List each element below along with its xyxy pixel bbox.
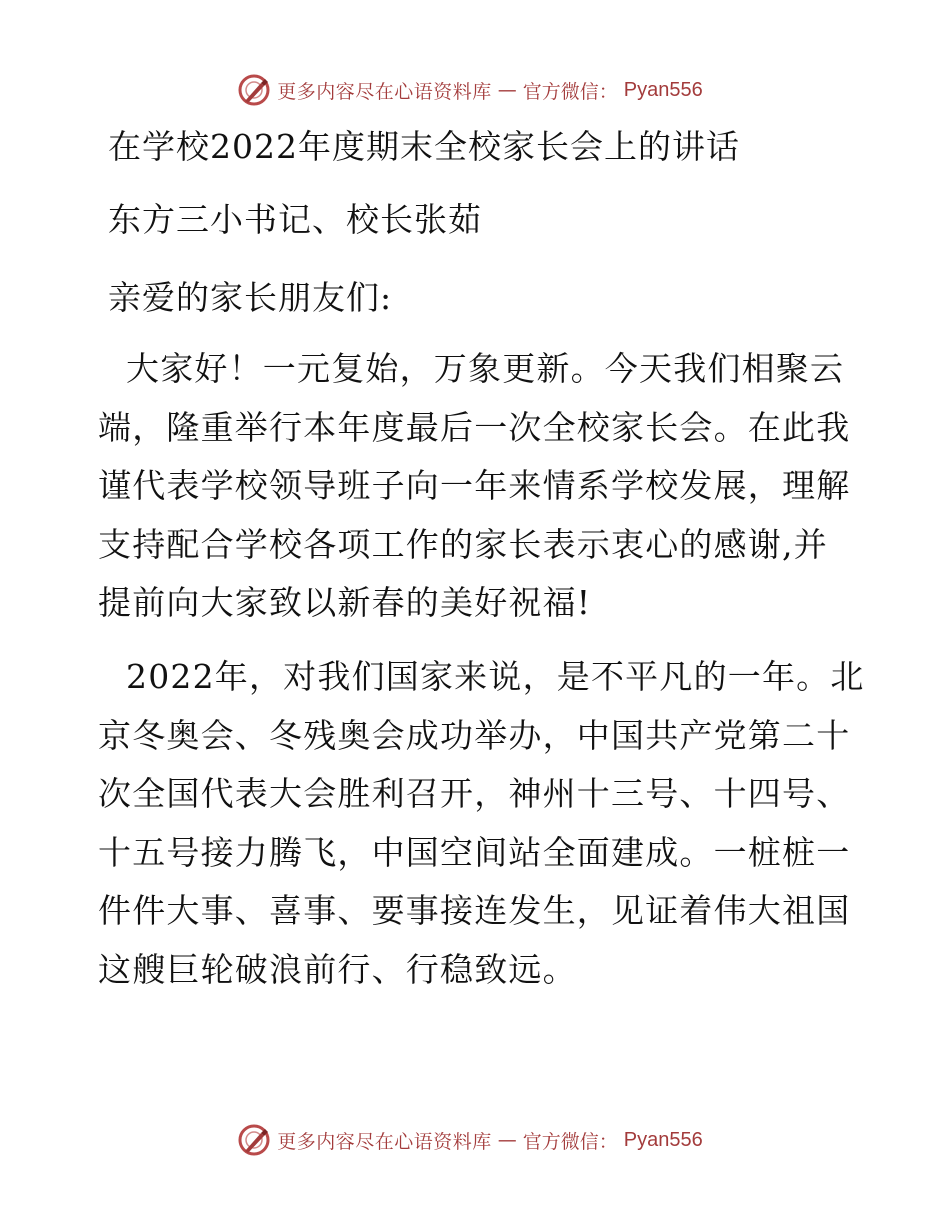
pen-seal-logo-icon <box>237 1123 271 1157</box>
watermark-content <box>237 73 703 107</box>
watermark-dash: — <box>497 79 517 101</box>
paragraph-line: 次全国代表大会胜利召开，神州十三号、十四号、 <box>98 774 851 813</box>
watermark-banner-top <box>0 70 950 110</box>
paragraph-2 <box>98 648 865 999</box>
paragraph-line: 端，隆重举行本年度最后一次全校家长会。在此我 <box>98 407 851 447</box>
watermark-wechat-label: 官方微信： <box>522 80 618 103</box>
watermark-content <box>237 1123 703 1157</box>
watermark-wechat-id: Pyan556 <box>623 1128 703 1151</box>
paragraph-line: 2022年，对我们国家来说，是不平凡的一年。北 <box>126 657 865 696</box>
paragraph-line: 大家好！一元复始，万象更新。今天我们相聚云 <box>126 349 845 388</box>
watermark-banner-bottom <box>0 1120 950 1160</box>
paragraph-line: 支持配合学校各项工作的家长表示衷心的感谢,并 <box>98 524 828 564</box>
paragraph-line: 京冬奥会、冬残奥会成功举办，中国共产党第二十 <box>98 715 851 755</box>
paragraph-line: 十五号接力腾飞，中国空间站全面建成。一桩桩一 <box>98 832 851 872</box>
paragraph-line: 这艘巨轮破浪前行、行稳致远。 <box>98 949 577 989</box>
document-salutation: 亲爱的家长朋友们: <box>108 278 393 317</box>
watermark-wechat-id: Pyan556 <box>623 78 703 101</box>
watermark-wechat-label: 官方微信： <box>522 1130 618 1153</box>
document-title: 在学校2022年度期末全校家长会上的讲话 <box>108 127 740 166</box>
paragraph-line: 件件大事、喜事、要事接连发生，见证着伟大祖国 <box>98 891 851 930</box>
document-author: 东方三小书记、校长张茹 <box>108 200 482 239</box>
pen-seal-logo-icon <box>237 73 271 107</box>
paragraph-line: 提前向大家致以新春的美好祝福! <box>98 583 592 622</box>
paragraph-1 <box>98 340 858 633</box>
paragraph-line: 谨代表学校领导班子向一年来情系学校发展，理解 <box>98 466 851 505</box>
watermark-text: 更多内容尽在心语资料库 <box>277 1130 492 1153</box>
watermark-dash: — <box>497 1129 517 1151</box>
watermark-text: 更多内容尽在心语资料库 <box>277 80 492 103</box>
